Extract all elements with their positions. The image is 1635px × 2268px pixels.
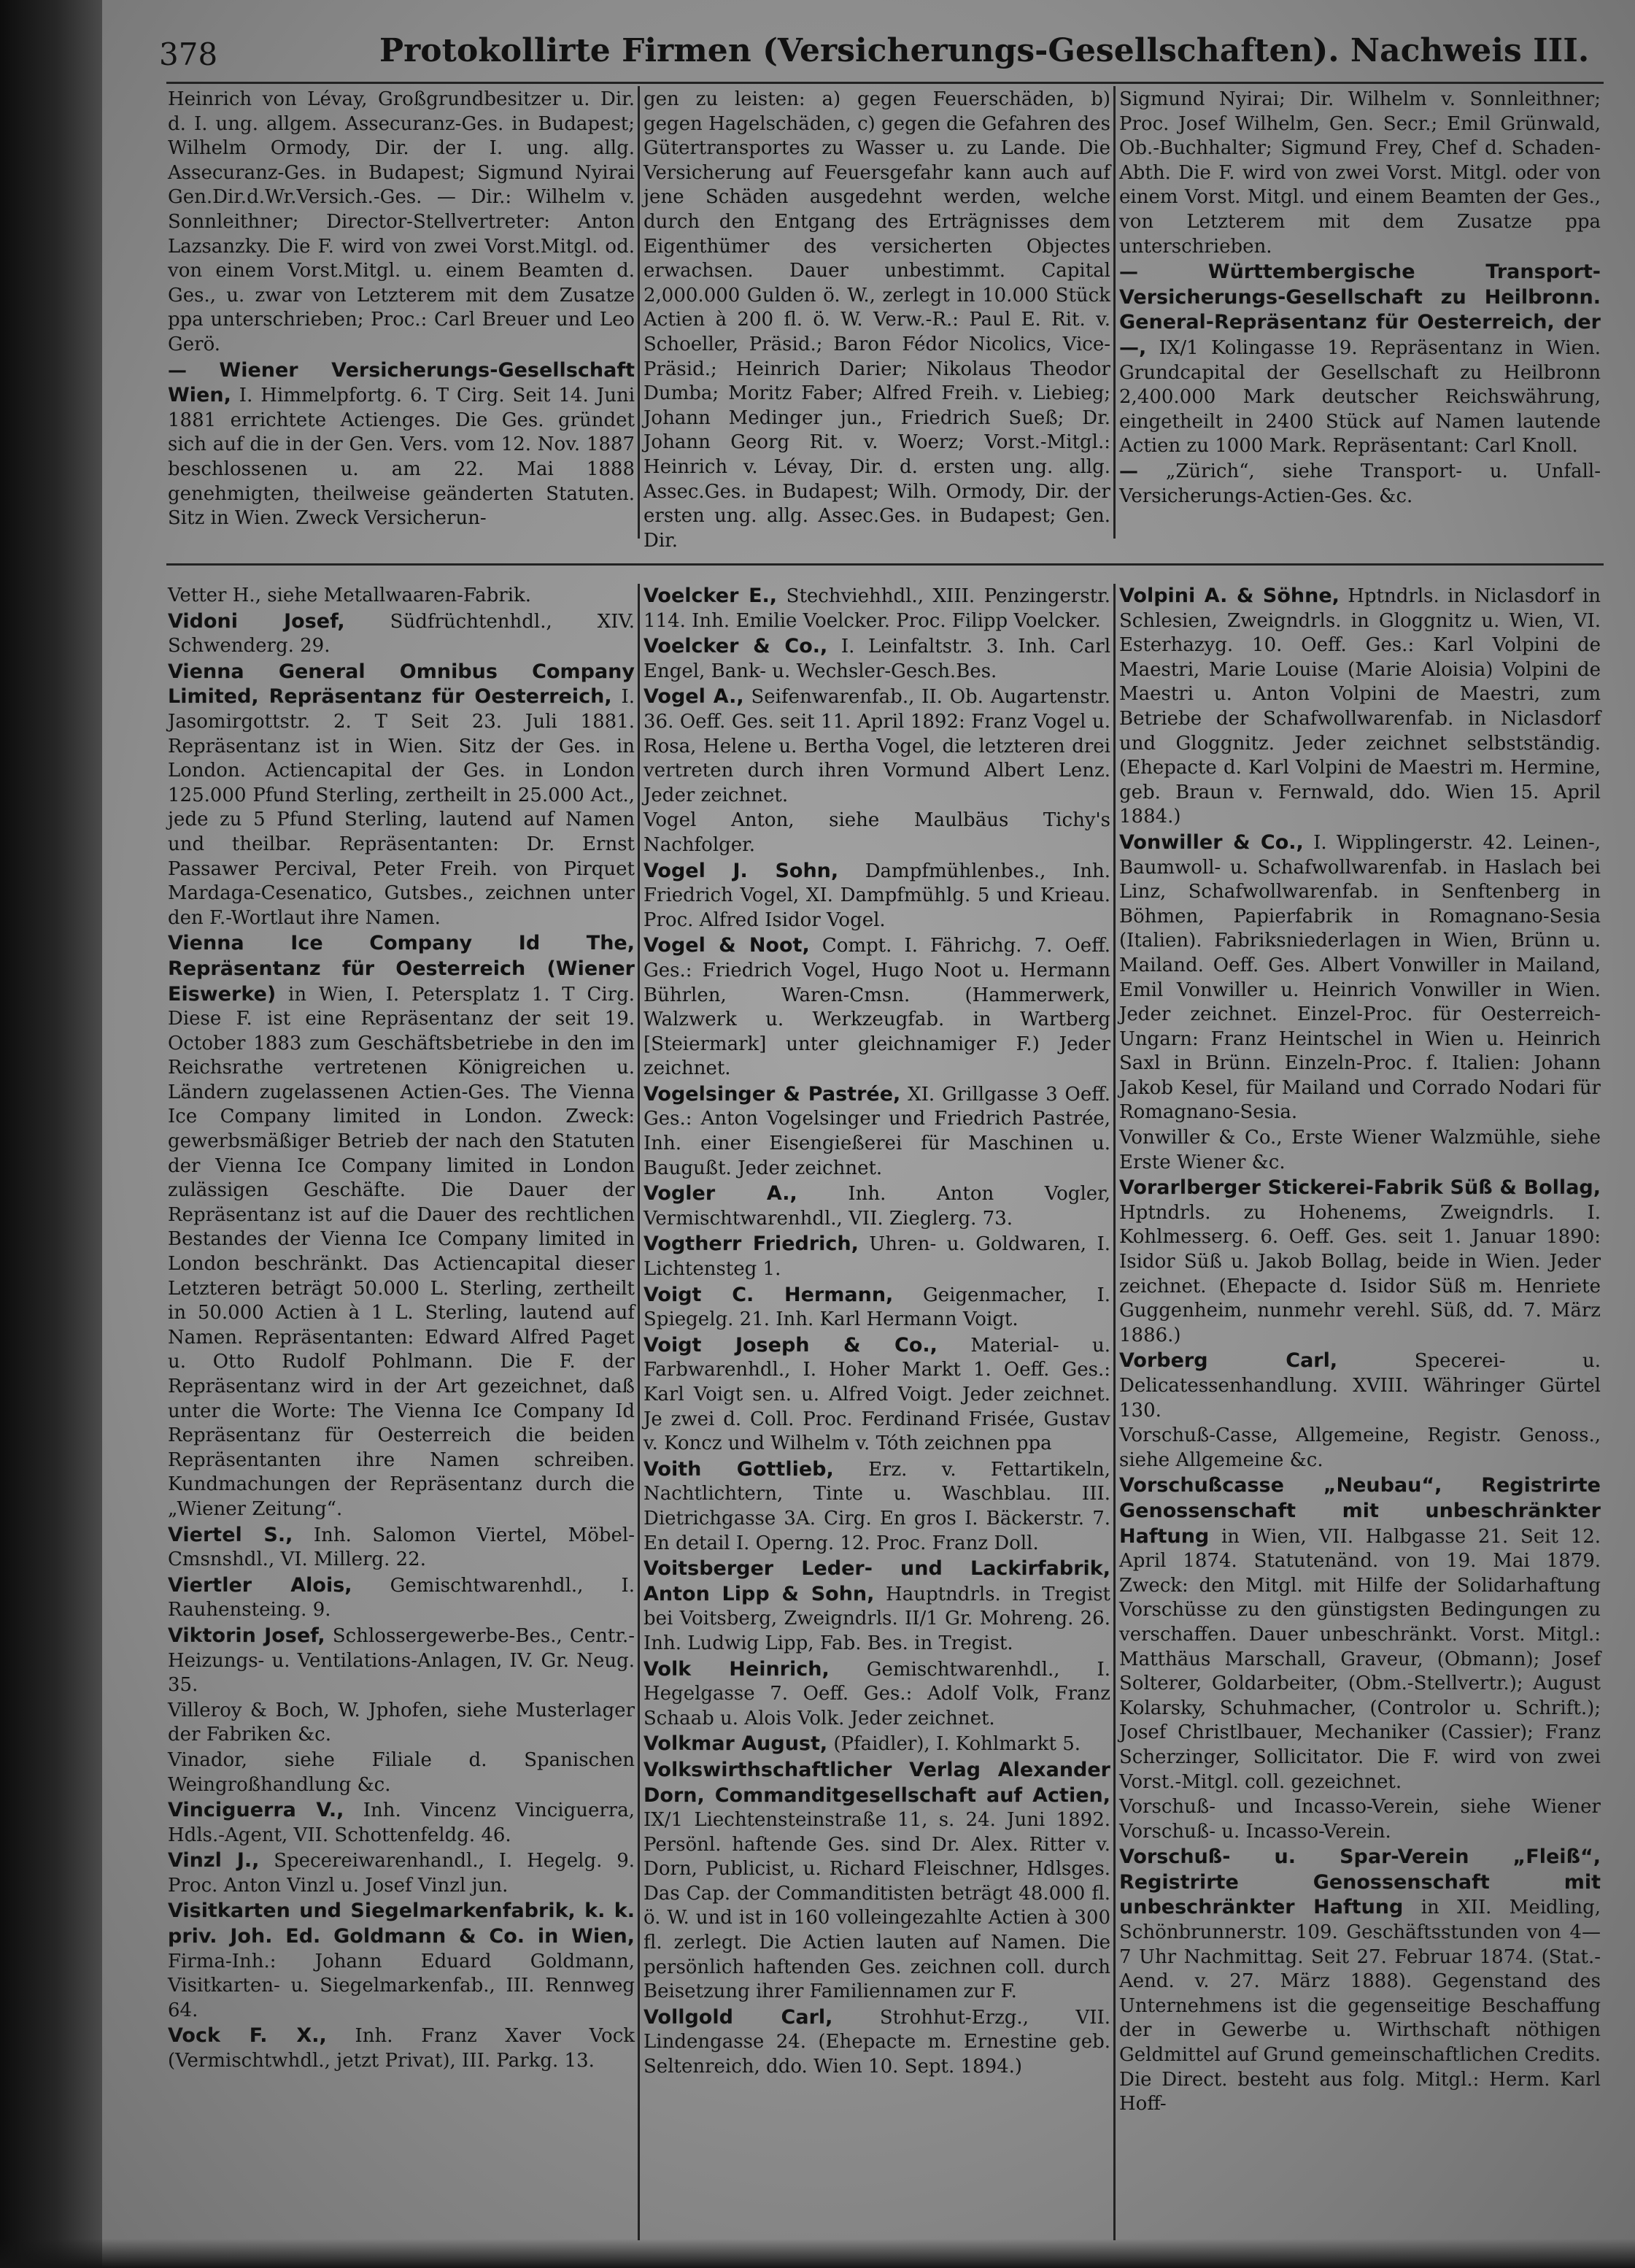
firm-name: Viertler Alois,: [168, 1573, 352, 1597]
directory-entry: [1119, 584, 1601, 830]
directory-entry: [1119, 1349, 1601, 1423]
firm-name: Vollgold Carl,: [643, 2005, 833, 2029]
entry-text: Südfrüchtenhdl., XIV. Schwenderg. 29.: [168, 610, 635, 657]
bottom-column-2: [643, 584, 1110, 2248]
entry-text: Inh. Anton Vogler, Vermischtwarenhdl., VII. Zieglerg. 73.: [643, 1183, 1110, 1230]
entry-text: Vonwiller & Co., Erste Wiener Walzmühle, siehe Erste Wiener &c.: [1119, 1127, 1601, 1173]
directory-entry: [168, 1624, 635, 1698]
firm-name: Vogel A.,: [643, 685, 744, 709]
directory-entry: [168, 1899, 635, 2023]
directory-entry: [643, 809, 1110, 857]
directory-entry: [1119, 1126, 1601, 1175]
firm-name: Visitkarten und Siegelmarkenfabrik, k. k. priv. Joh. Ed. Goldmann & Co. in Wien,: [168, 1899, 635, 1948]
firm-name: Volkmar August,: [643, 1732, 828, 1756]
entry-text: IX/1 Liechtensteinstraße 11, s. 24. Juni 1892. Persönl. haftende Ges. sind Dr. Alex. Ritter v. Dorn, Publicist, u. Richard Fleischner, Hdlsges. Das Cap. der Commanditisten beträgt 48.000 fl. ö. W. und ist in 160 vollеingezahlte Actien à 300 fl. zerlegt. Die Actien lauten auf Namen. Die persönlich haftenden Ges. zeichnen coll. durch Beisetzung ihrer Familiennamen zur F.: [643, 1809, 1110, 2003]
entry-text: I. Leinfaltstr. 3. Inh. Carl Engel, Bank- u. Wechsler-Gesch.Bes.: [643, 636, 1111, 682]
directory-entry: [168, 88, 635, 358]
entry-text: Gemischtwarenhdl., I. Hegelgasse 7. Oeff. Ges.: Adolf Volk, Franz Schaab u. Alois Volk. Jeder zeichnet.: [643, 1658, 1111, 1729]
entry-dash: —: [1119, 460, 1138, 482]
directory-entry: [643, 1457, 1110, 1556]
entry-text: Material- u. Farbwarenhdl., I. Hoher Markt 1. Oeff. Ges.: Karl Voigt sen. u. Alfred Voigt. Jeder zeichnet. Je zwei d. Coll. Proc. Ferdinand Frisée, Gustav v. Koncz und Wilhelm v. Tóth zeichnen ppa: [643, 1334, 1110, 1455]
entry-text: (Pfaidler), I. Kohlmarkt 5.: [833, 1733, 1081, 1756]
entry-text: in Wien, I. Petersplatz 1. T Cirg. Diese F. ist eine Repräsentanz der seit 19. October 1883 zum Geschäftsbetriebe in den im Reichsrathe vertretenen Königreichen u. Ländern zugelassenen Actien-Ges. The Vienna Ice Company limited in London. Zweck: gewerbsmäßiger Betrieb der nach den Statuten der Vienna Ice Company limited in London zulässigen Geschäfte. Die Dauer der Repräsentanz ist auf die Dauer des rechtlichen Bestandes der Vienna Ice Company limited in London beschränkt. Das Actiencapital dieser Letzteren beträgt 50.000 L. Sterling, zertheilt in 50.000 Actien à 1 L. Sterling, lautend auf Namen. Repräsentanten: Edward Alfred Paget u. Otto Rudolf Pohlmann. Die F. der Repräsentanz wird in der Art gezeichnet, daß unter die Worte: The Vienna Ice Company Id Repräsentanz für Oesterreich die beiden Repräsentanten ihre Namen schreiben. Kundmachungen der Repräsentanz durch die „Wiener Zeitung“.: [168, 983, 635, 1520]
directory-entry: [643, 1557, 1110, 1656]
directory-entry: [1119, 1845, 1601, 2117]
firm-name: Viertel S.,: [168, 1523, 293, 1546]
book-binding-shadow: [0, 0, 102, 2268]
entry-text: Inh. Franz Xaver Vock (Vermischtwhdl., jetzt Privat), III. Parkg. 13.: [168, 2025, 635, 2072]
firm-name: Vonwiller & Co.,: [1119, 830, 1304, 854]
firm-name: Voelcker & Co.,: [643, 635, 828, 658]
entry-text: Vorschuß-Casse, Allgemeine, Registr. Genoss., siehe Allgemeine &c.: [1119, 1424, 1601, 1471]
directory-entry: [643, 1657, 1110, 1732]
directory-entry: [643, 88, 1110, 553]
firm-name: Volkswirthschaftlicher Verlag Alexander Dorn, Commanditgesellschaft auf Actien,: [643, 1758, 1110, 1807]
column-rule-top-2: [1113, 86, 1116, 539]
directory-entry: [643, 1181, 1110, 1231]
firm-name: Voitsberger Leder- und Lackirfabrik, Anton Lipp & Sohn,: [643, 1557, 1110, 1605]
entry-text: Inh. Vincenz Vinciguerra, Hdls.-Agent, VII. Schottenfeldg. 46.: [168, 1800, 635, 1846]
firm-name: Viktorin Josef,: [168, 1624, 325, 1647]
entry-text: Hauptndrls. in Tregist bei Voitsberg, Zweigndrls. II/1 Gr. Mohreng. 26. Inh. Ludwig Lipp, Fab. Bes. in Tregist.: [643, 1583, 1111, 1654]
directory-entry: [1119, 260, 1601, 459]
page-bottom-shadow: [0, 2239, 1635, 2268]
entry-text: Specerei- u. Delicatessenhandlung. XVIII. Währinger Gürtel 130.: [1119, 1350, 1601, 1422]
firm-name: Vidoni Josef,: [168, 609, 345, 633]
firm-name: Vorarlberger Stickerei-Fabrik Süß & Bollag,: [1119, 1176, 1601, 1200]
entry-text: Firma-Inh.: Johann Eduard Goldmann, Visitkarten- u. Siegelmarkenfab., III. Rennweg 64.: [168, 1950, 635, 2021]
directory-entry: [1119, 460, 1601, 509]
column-rule-bottom-1: [638, 584, 640, 2240]
directory-entry: [1119, 1424, 1601, 1473]
directory-entry: [643, 1232, 1110, 1281]
directory-entry: [168, 2024, 635, 2073]
entry-text: „Zürich“, siehe Transport- u. Unfall-Versicherungs-Actien-Ges. &c.: [1119, 460, 1601, 507]
entry-text: Geigenmacher, I. Spiegelg. 21. Inh. Karl Hermann Voigt.: [643, 1284, 1111, 1331]
entry-text: Vetter H., siehe Metallwaaren-Fabrik.: [168, 585, 532, 606]
directory-entry: [643, 2005, 1110, 2080]
directory-entry: [643, 1732, 1110, 1757]
firm-name: Vogelsinger & Pastrée,: [643, 1082, 901, 1106]
directory-entry: [168, 584, 635, 609]
directory-entry: [168, 660, 635, 931]
directory-entry: [1119, 1176, 1601, 1348]
entry-text: Inh. Salomon Viertel, Möbel-Cmsnshdl., VI. Millerg. 22.: [168, 1524, 635, 1571]
entry-dash: —: [168, 359, 187, 382]
directory-entry: [643, 933, 1110, 1081]
entry-text: Strohhut-Erzg., VII. Lindengasse 24. (Ehepacte m. Ernestine geb. Seltenreich, ddo. Wien 10. Sept. 1894.): [643, 2006, 1111, 2078]
entry-text: in XII. Meidling, Schönbrunnerstr. 109. Geschäftsstunden von 4—7 Uhr Nachmittag. Seit 27. Februar 1874. (Stat.-Aend. v. 27. März 1888). Gegenstand des Unternehmens ist die gegenseitige Beschaffung der in Gewerbe u. Wirthschaft nöthigen Geldmittel auf Grund gemeinschaftlichen Credits. Die Direct. besteht aus folg. Mitgl.: Herm. Karl Hoff-: [1119, 1897, 1601, 2115]
firm-name: Voigt Joseph & Co.,: [643, 1333, 938, 1357]
top-column-1: [168, 88, 635, 540]
firm-name: Vienna Ice Company Id The, Repräsentanz für Oesterreich (Wiener Eiswerke): [168, 932, 635, 1006]
firm-name: Vinzl J.,: [168, 1849, 260, 1872]
directory-entry: [643, 1333, 1110, 1457]
directory-entry: [168, 931, 635, 1521]
page-number: 378: [159, 36, 218, 72]
firm-name: Voelcker E.,: [643, 585, 778, 607]
entry-text: gen zu leisten: a) gegen Feuerschäden, b) gegen Hagelschäden, c) gegen die Gefahren des Gütertransportes zu Wasser u. zu Lande. Die Versicherung auf Feuersgefahr kann auch auf jene Schäden ausgedehnt werden, welche durch den Entgang des Erträgnisses dem Eigenthümer des versicherten Objectes erwachsen. Dauer unbestimmt. Capital 2,000.000 Gulden ö. W., zerlegt in 10.000 Stück Actien à 200 fl. ö. W. Verw.-R.: Paul E. Rit. v. Schoeller, Präsid.; Baron Fédor Nicolics, Vice-Präsid.; Heinrich Darier; Nikolaus Theodor Dumba; Moritz Faber; Alfred Freih. v. Liebieg; Johann Medinger jun., Friedrich Sueß; Dr. Johann Georg Rit. v. Woerz; Vorst.-Mitgl.: Heinrich v. Lévay, Dir. d. ersten ung. allg. Assec.Ges. in Budapest; Wilh. Ormody, Dir. der ersten ung. allg. Assec.Ges. in Budapest; Gen. Dir.: [643, 88, 1110, 552]
directory-entry: [1119, 830, 1601, 1125]
directory-entry: [1119, 1795, 1601, 1844]
entry-text: Stechviehhdl., XIII. Penzingerstr. 114. Inh. Emilie Voelcker. Proc. Filipp Voelcker.: [643, 585, 1110, 632]
directory-entry: [643, 859, 1110, 933]
firm-name: Vock F. X.,: [168, 2024, 327, 2048]
directory-entry: [1119, 88, 1601, 259]
entry-text: Sigmund Nyirai; Dir. Wilhelm v. Sonnleithner; Proc. Josef Wilhelm, Gen. Secr.; Emil Grünwald, Ob.-Buchhalter; Sigmund Frey, Chef d. Schaden-Abth. Die F. wird von zwei Vorst. Mitgl. oder von einem Vorst. Mitgl. und einem Beamten der Ges., von Letzterem mit dem Zusatze ppa unterschrieben.: [1119, 88, 1601, 258]
firm-name: Voith Gottlieb,: [643, 1457, 834, 1481]
top-column-2: [643, 88, 1110, 552]
entry-text: I. Wipplingerstr. 42. Leinen-, Baumwoll- u. Schafwollwarenfab. in Haslach bei Linz, Schafwollwarenfab. in Senftenberg in Böhmen, Papierfabrik in Romagnano-Sesia (Italien). Fabriksniederlagen in Wien, Brünn u. Mailand. Oeff. Ges. Albert Vonwiller in Mailand, Emil Vonwiller u. Heinrich Vonwiller in Wien. Jeder zeichnet. Einzel-Proc. für Oesterreich-Ungarn: Franz Heintschel in Wien u. Heinrich Saxl in Brünn. Einzeln-Proc. f. Italien: Johann Jakob Kesel, für Mailand und Corrado Nodari für Romagnano-Sesia.: [1119, 831, 1601, 1124]
bottom-column-3: [1119, 584, 1601, 2248]
firm-name: Wiener Versicherungs-Gesellschaft Wien,: [168, 358, 635, 407]
top-column-3: [1119, 88, 1601, 540]
column-rule-bottom-2: [1113, 584, 1116, 2240]
firm-name: Vogtherr Friedrich,: [643, 1233, 859, 1256]
firm-name: Vienna General Omnibus Company Limited, Repräsentanz für Oesterreich,: [168, 660, 635, 709]
firm-name: Vorberg Carl,: [1119, 1349, 1338, 1373]
directory-entry: [168, 358, 635, 531]
directory-entry: [643, 1758, 1110, 2005]
directory-entry: [168, 1699, 635, 1748]
directory-entry: [643, 584, 1110, 633]
entry-text: Vinador, siehe Filiale d. Spanischen Weingroßhandlung &c.: [168, 1748, 635, 1796]
entry-text: Vogel Anton, siehe Maulbäus Tichy's Nachfolger.: [643, 809, 1110, 856]
directory-entry: [168, 1573, 635, 1623]
entry-text: Uhren- u. Goldwaren, I. Lichtensteg 1.: [643, 1233, 1111, 1281]
firm-name: Vogel & Noot,: [643, 934, 810, 957]
entry-text: IX/1 Kolingasse 19. Repräsentanz in Wien. Grundcapital der Gesellschaft zu Heilbronn 2,400.000 Mark deutscher Reichswährung, eingetheilt in 2400 Stück auf Namen lautende Actien zu 1000 Mark. Repräsentant: Carl Knoll.: [1119, 336, 1601, 458]
firm-name: Württembergische Transport-Versicherungs-Gesellschaft zu Heilbronn. General-Repräsentanz für Oesterreich, der —,: [1119, 261, 1601, 359]
entry-text: Villeroy & Boch, W. Jphofen, siehe Musterlager der Fabriken &c.: [168, 1699, 635, 1746]
directory-entry: [168, 1523, 635, 1573]
entry-text: I. Jasomirgottstr. 2. T Seit 23. Juli 1881. Repräsentanz ist in Wien. Sitz der Ges. in London. Actiencapital der Ges. in London 125.000 Pfund Sterling, zertheilt in 25.000 Act., jede zu 5 Pfund Sterling, lautend auf Namen und theilbar. Repräsentanten: Dr. Ernst Passawer Percival, Peter Freih. von Pirquet Mardaga-Cesenatico, Gutsbes., zeichnen unter den F.-Wortlaut ihre Namen.: [168, 686, 635, 929]
firm-name: Voigt C. Hermann,: [643, 1283, 894, 1306]
firm-name: Vorschuß- u. Spar-Verein „Fleiß“, Registrirte Genossenschaft mit unbeschränkter Haftung: [1119, 1845, 1601, 1919]
entry-text: Vorschuß- und Incasso-Verein, siehe Wiener Vorschuß- u. Incasso-Verein.: [1119, 1796, 1601, 1843]
directory-entry: [643, 684, 1110, 808]
section-rule: [166, 563, 1604, 566]
entry-text: Seifenwarenfab., II. Ob. Augartenstr. 36. Oeff. Ges. seit 11. April 1892: Franz Vogel u. Rosa, Helene u. Bertha Vogel, die letzteren drei vertreten durch ihren Vormund Albert Lenz. Jeder zeichnet.: [643, 686, 1110, 806]
entry-text: in Wien, VII. Halbgasse 21. Seit 12. April 1874. Statutenänd. von 19. Mai 1879. Zweck: den Mitgl. mit Hilfe der Solidarhaftung Vorschüsse zu den günstigsten Bedingungen zu verschaffen. Dauer unbeschränkt. Vorst. Mitgl.: Matthäus Marschall, Graveur, (Obmann); Josef Solterer, Goldarbeiter, (Obm.-Stellvertr.); August Kolarsky, Schuhmacher, (Controlor u. Schrift.); Josef Christlbauer, Mechaniker (Cassier); Franz Scherzinger, Sollicitator. Die F. wird von zwei Vorst.-Mitgl. coll. gezeichnet.: [1119, 1525, 1601, 1793]
entry-text: Heinrich von Lévay, Großgrundbesitzer u. Dir. d. I. ung. allgem. Assecuranz-Ges. in Budapest; Wilhelm Ormody, Dir. der I. ung. allg. Assecuranz-Ges. in Budapest; Sigmund Nyirai Gen.Dir.d.Wr.Versich.-Ges. — Dir.: Wilhelm v. Sonnleithner; Director-Stellvertreter: Anton Lazsanzky. Die F. wird von zwei Vorst.Mitgl. od. von einem Vorst.Mitgl. u. einem Beamten d. Ges., u. zwar von Letzterem mit dem Zusatze ppa unterschrieben; Proc.: Carl Breuer und Leo Gerö.: [168, 88, 635, 355]
entry-text: XI. Grillgasse 3 Oeff. Ges.: Anton Vogelsinger und Friedrich Pastrée, Inh. einer Eisengießerei für Maschinen u. Baugußt. Jeder zeichnet.: [643, 1083, 1111, 1179]
firm-name: Vogel J. Sohn,: [643, 859, 839, 882]
running-head: Protokollirte Firmen (Versicherungs-Gesellschaften). Nachweis III.: [379, 32, 1590, 69]
firm-name: Vinciguerra V.,: [168, 1799, 344, 1822]
entry-text: Schlossergewerbe-Bes., Centr.-Heizungs- u. Ventilations-Anlagen, IV. Gr. Neug. 35.: [168, 1624, 635, 1697]
entry-text: Specereiwarenhandl., I. Hegelg. 9. Proc. Anton Vinzl u. Josef Vinzl jun.: [168, 1850, 635, 1897]
directory-entry: [643, 1283, 1110, 1332]
directory-entry: [1119, 1473, 1601, 1794]
column-rule-top-1: [638, 86, 640, 539]
entry-text: I. Himmelpfortg. 6. T Cirg. Seit 14. Juni 1881 errichtete Actienges. Die Ges. gründet sich auf die in der Gen. Vers. vom 12. Nov. 1887 beschlossenen u. am 22. Mai 1888 genehmigten, theilweise geänderten Statuten. Sitz in Wien. Zweck Versicherun-: [168, 385, 635, 530]
entry-text: Hptndrls. zu Hohenems, Zweigndrls. I. Kohlmesserg. 6. Oeff. Ges. seit 1. Januar 1890: Isidor Süß u. Jakob Bollag, beide in Wien. Jeder zeichnet. (Ehepacte d. Isidor Süß m. Henriete Guggenheim, nunmehr verehl. Süß, dd. 7. März 1886.): [1119, 1201, 1601, 1346]
directory-entry: [643, 1082, 1110, 1181]
directory-entry: [168, 1798, 635, 1848]
entry-text: Compt. I. Fährichg. 7. Oeff. Ges.: Friedrich Vogel, Hugo Noot u. Hermann Bührlen, Waren-Cmsn. (Hammerwerk, Walzwerk u. Werkzeugfab. in Wartberg [Steiermark] unter gleichnamiger F.) Jeder zeichnet.: [643, 935, 1111, 1080]
directory-entry: [643, 634, 1110, 684]
bottom-column-1: [168, 584, 635, 2248]
entry-text: Erz. v. Fettartikeln, Nachtlichtern, Tinte u. Waschblau. III. Dietrichgasse 3A. Cirg. En gros I. Bäckerstr. 7. En detail I. Operng. 12. Proc. Franz Doll.: [643, 1458, 1110, 1554]
directory-entry: [168, 1848, 635, 1898]
firm-name: Vogler A.,: [643, 1182, 797, 1206]
directory-entry: [168, 1748, 635, 1797]
entry-text: Hptndrls. in Niclasdorf in Schlesien, Zweigndrls. in Gloggnitz u. Wien, VI. Esterhazyg. 10. Oeff. Ges.: Karl Volpini de Maestri, Marie Louise (Marie Aloisia) Volpini de Maestri u. Anton Volpini de Maestri, zum Betriebe der Schafwollwarenfab. in Niclasdorf und Gloggnitz. Jeder zeichnet selbstständig. (Ehepacte d. Karl Volpini de Maestri m. Hermine, geb. Braun v. Fernwald, ddo. Wien 15. April 1884.): [1119, 585, 1601, 828]
entry-text: Dampfmühlenbes., Inh. Friedrich Vogel, XI. Dampfmühlg. 5 und Krieau. Proc. Alfred Isidor Vogel.: [643, 860, 1110, 931]
firm-name: Vorschußcasse „Neubau“, Registrirte Genossenschaft mit unbeschränkter Haftung: [1119, 1474, 1601, 1548]
entry-text: Gemischtwarenhdl., I. Rauhensteing. 9.: [168, 1574, 635, 1621]
header-rule: [166, 82, 1604, 84]
entry-dash: —: [1119, 261, 1138, 284]
firm-name: Volpini A. & Söhne,: [1119, 585, 1340, 607]
directory-entry: [168, 609, 635, 659]
firm-name: Volk Heinrich,: [643, 1657, 830, 1681]
